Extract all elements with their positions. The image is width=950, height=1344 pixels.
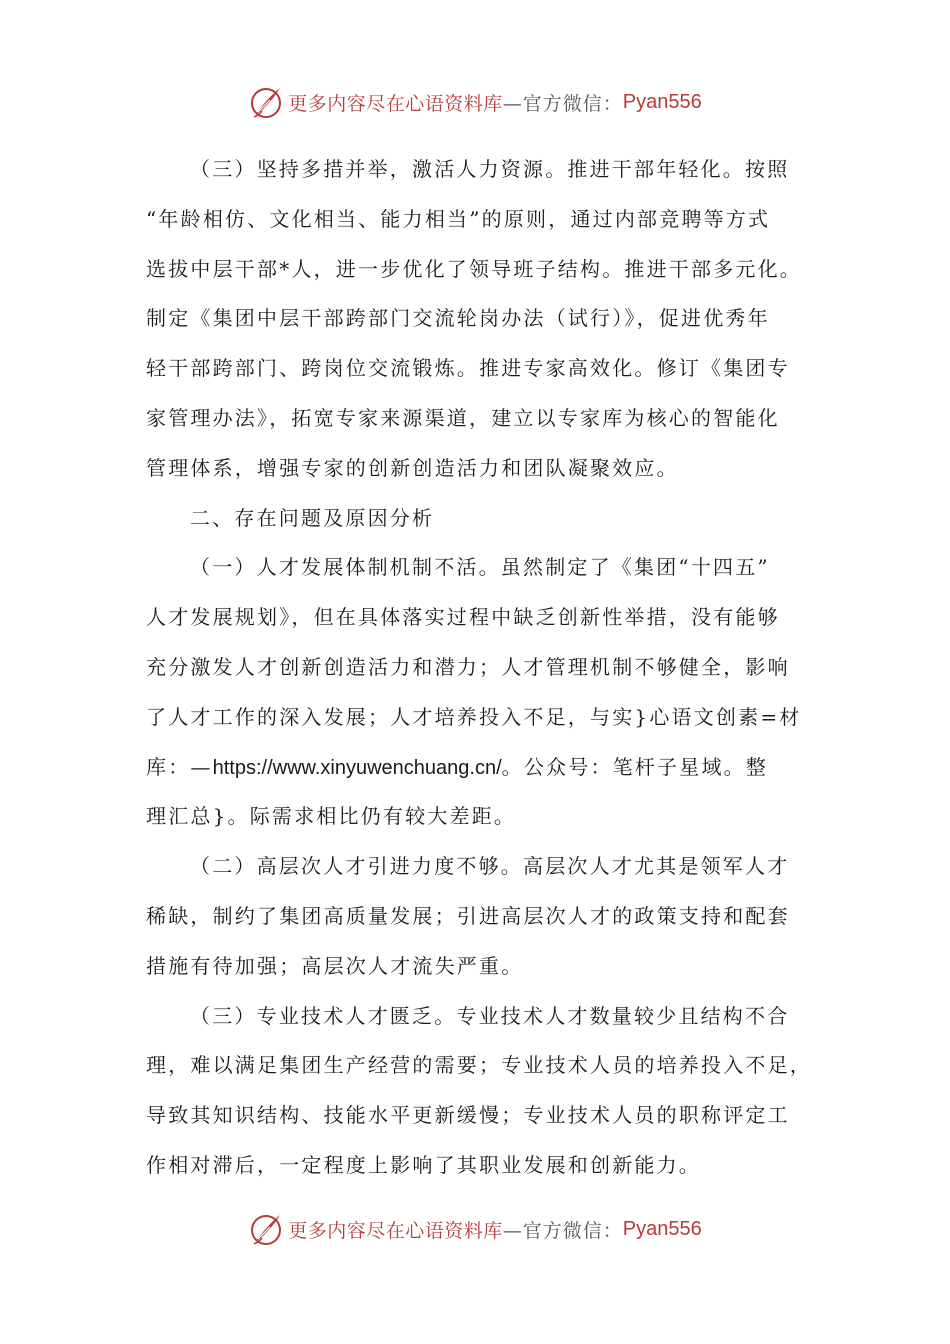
- paragraph-line: 轻干部跨部门、跨岗位交流锻炼。推进专家高效化。修订《集团专: [146, 356, 790, 381]
- paragraph-line: 稀缺，制约了集团高质量发展；引进高层次人才的政策支持和配套: [146, 903, 790, 928]
- banner-wechat-id: Pyan556: [622, 90, 702, 113]
- paragraph-line: （三）坚持多措并举，激活人力资源。推进干部年轻化。按照: [190, 157, 790, 181]
- header-watermark-banner: [0, 82, 950, 122]
- paragraph-line: （一）人才发展体制机制不活。虽然制定了《集团“十四五”: [190, 555, 770, 580]
- banner-wechat-label: —官方微信：: [502, 92, 623, 115]
- paragraph-line: 选拔中层干部*人，进一步优化了领导班子结构。推进干部多元化。: [146, 256, 802, 281]
- banner-wechat-label: —官方微信：: [502, 1219, 623, 1242]
- paragraph-line: 了人才工作的深入发展；人才培养投入不足，与实}心语文创素=材: [146, 704, 802, 729]
- paragraph-line: 家管理办法》，拓宽专家来源渠道，建立以专家库为核心的智能化: [146, 405, 780, 430]
- website-link[interactable]: https://www.xinyuwenchuang.cn/: [212, 756, 502, 779]
- line-suffix: 。公众号：笔杆子星域。整: [501, 754, 769, 779]
- paragraph-line: “年龄相仿、文化相当、能力相当”的原则，通过内部竞聘等方式: [146, 206, 771, 231]
- quill-logo-icon: [248, 84, 284, 120]
- section-heading: 二、存在问题及原因分析: [190, 505, 435, 530]
- paragraph-line: 导致其知识结构、技能水平更新缓慢；专业技术人员的职称评定工: [146, 1103, 790, 1128]
- paragraph-line: 充分激发人才创新创造活力和潜力；人才管理机制不够健全，影响: [146, 654, 790, 679]
- paragraph-line: 理汇总}。际需求相比仍有较大差距。: [146, 804, 517, 829]
- paragraph-line: （二）高层次人才引进力度不够。高层次人才尤其是领军人才: [190, 854, 790, 879]
- banner-wechat-id: Pyan556: [622, 1217, 702, 1240]
- paragraph-line: 措施有待加强；高层次人才流失严重。: [146, 953, 524, 978]
- quill-logo-icon: [248, 1211, 284, 1247]
- paragraph-line: 制定《集团中层干部跨部门交流轮岗办法（试行）》，促进优秀年: [146, 306, 770, 331]
- paragraph-line: 管理体系，增强专家的创新创造活力和团队凝聚效应。: [146, 455, 679, 480]
- paragraph-line: （三）专业技术人才匮乏。专业技术人才数量较少且结构不合: [190, 1003, 790, 1028]
- footer-watermark-banner: [0, 1209, 950, 1249]
- line-prefix: 库：—: [146, 754, 213, 779]
- paragraph-line: 理，难以满足集团生产经营的需要；专业技术人员的培养投入不足，: [146, 1053, 812, 1078]
- paragraph-line: 作相对滞后，一定程度上影响了其职业发展和创新能力。: [146, 1152, 701, 1177]
- paragraph-line: 人才发展规划》，但在具体落实过程中缺乏创新性举措，没有能够: [146, 605, 780, 630]
- document-body: [146, 145, 812, 1191]
- paragraph-line-with-link: [146, 743, 812, 793]
- banner-title: 更多内容尽在心语资料库: [288, 92, 503, 115]
- banner-title: 更多内容尽在心语资料库: [288, 1219, 503, 1242]
